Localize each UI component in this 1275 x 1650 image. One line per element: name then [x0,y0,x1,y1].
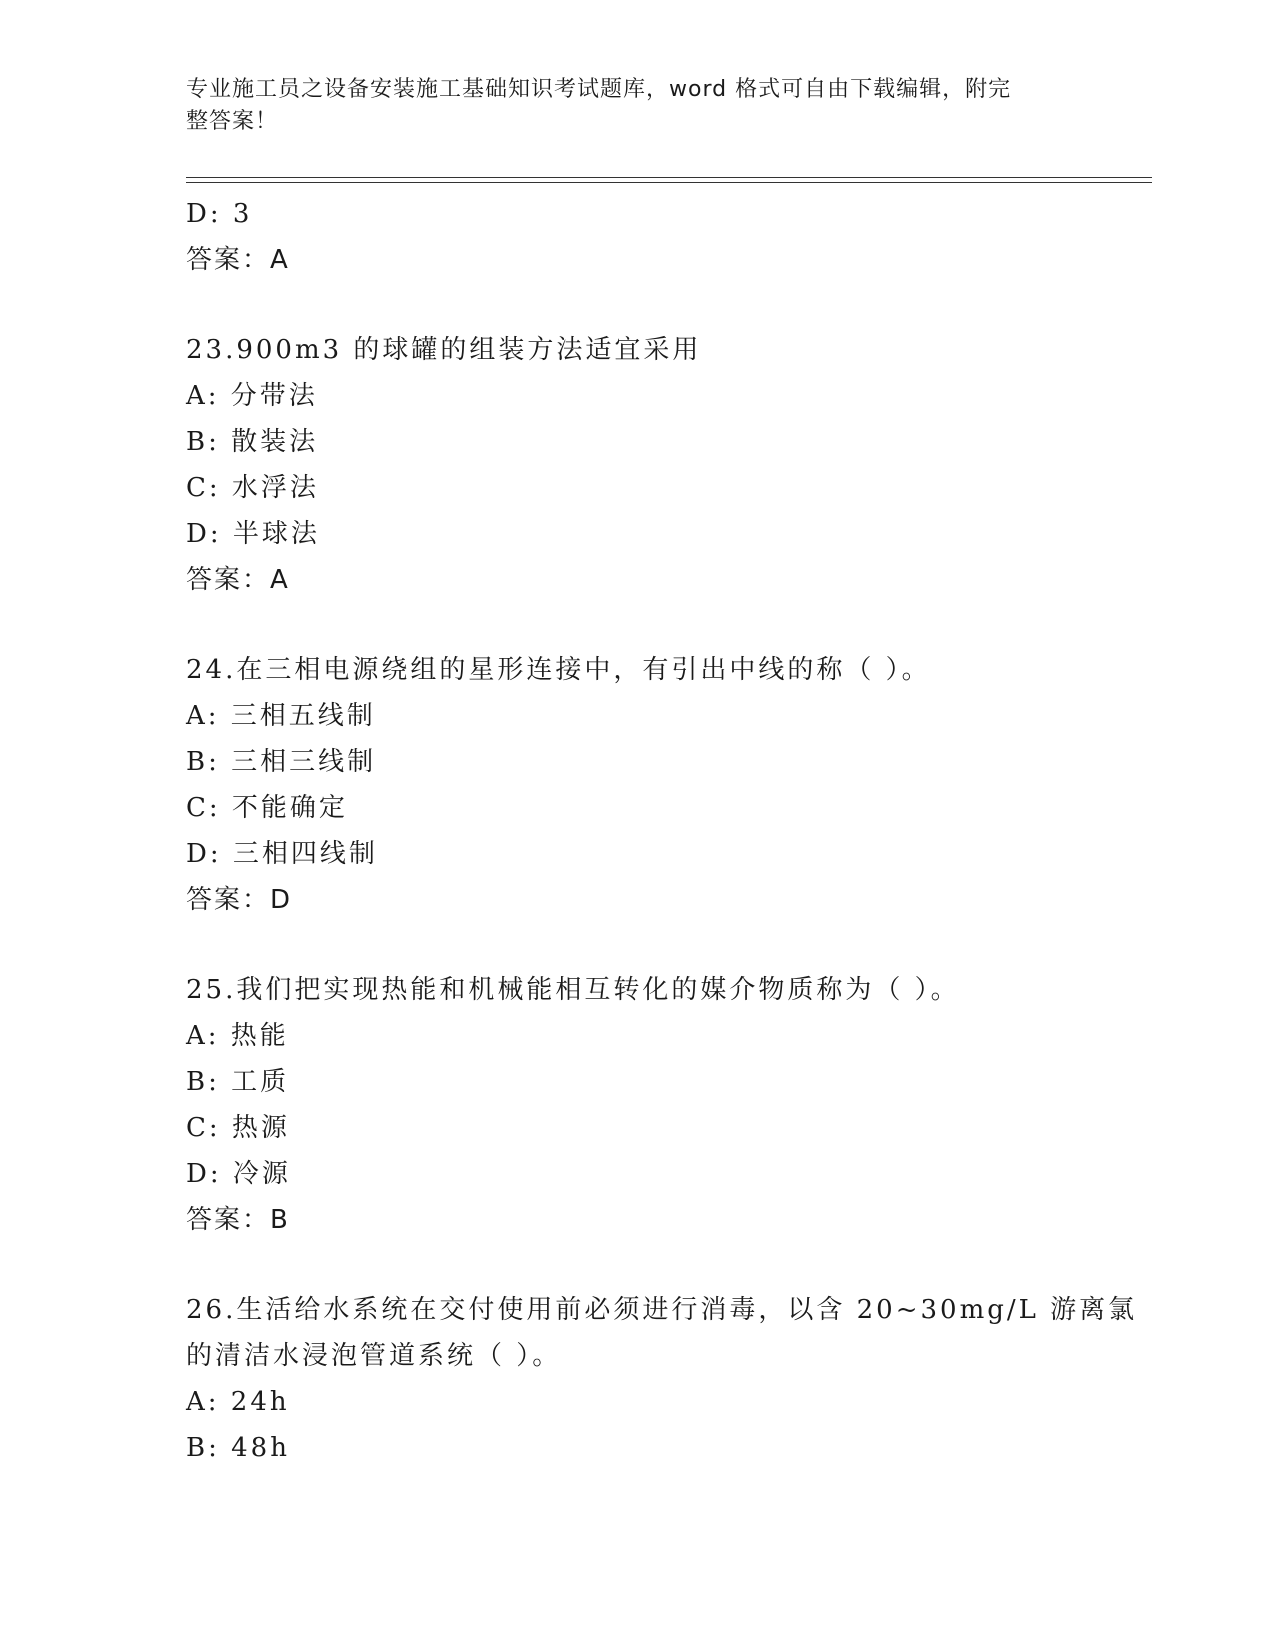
header-title-line-2: 整答案！ [186,109,279,134]
question-spacer [186,283,1086,327]
option-d: D: 三相四线制 [186,839,378,869]
option-a: A: 三相五线制 [186,701,376,731]
option-c: C: 热源 [186,1113,290,1143]
question-spacer [186,1243,1086,1287]
question-list [186,191,1138,1471]
prev-question-answer: 答案：A [186,245,290,275]
option-b: B: 工质 [186,1067,290,1097]
header-divider-bottom [186,182,1152,183]
answer: 答案：A [186,565,290,595]
option-c: C: 水浮法 [186,473,319,503]
question-24 [186,647,1086,923]
option-b: B: 散装法 [186,427,319,457]
question-spacer [186,603,1086,647]
option-b: B: 三相三线制 [186,747,377,777]
question-text: 23.900m3 的球罐的组装方法适宜采用 [186,335,702,365]
question-text-line-1: 26.生活给水系统在交付使用前必须进行消毒，以含 20~30mg/L 游离氯 [186,1295,1138,1325]
document-header [186,74,1066,138]
question-text: 25.我们把实现热能和机械能相互转化的媒介物质称为（ ）。 [186,975,960,1005]
question-text: 24.在三相电源绕组的星形连接中，有引出中线的称（ ）。 [186,655,931,685]
question-26 [186,1287,1138,1471]
question-spacer [186,923,1086,967]
option-a: A: 分带法 [186,381,318,411]
header-title-line-1: 专业施工员之设备安装施工基础知识考试题库，word 格式可自由下载编辑，附完 [186,77,1012,102]
header-divider-top [186,177,1152,178]
option-b: B: 48h [186,1433,290,1463]
option-a: A: 热能 [186,1021,289,1051]
option-a: A: 24h [186,1387,290,1417]
question-23 [186,327,1086,603]
prev-question-option-d: D: 3 [186,199,253,229]
answer: 答案：B [186,1205,290,1235]
answer: 答案：D [186,885,293,915]
question-text-line-2: 的清洁水浸泡管道系统（ ）。 [186,1341,562,1371]
option-c: C: 不能确定 [186,793,348,823]
option-d: D: 冷源 [186,1159,291,1189]
question-25 [186,967,1086,1243]
option-d: D: 半球法 [186,519,320,549]
